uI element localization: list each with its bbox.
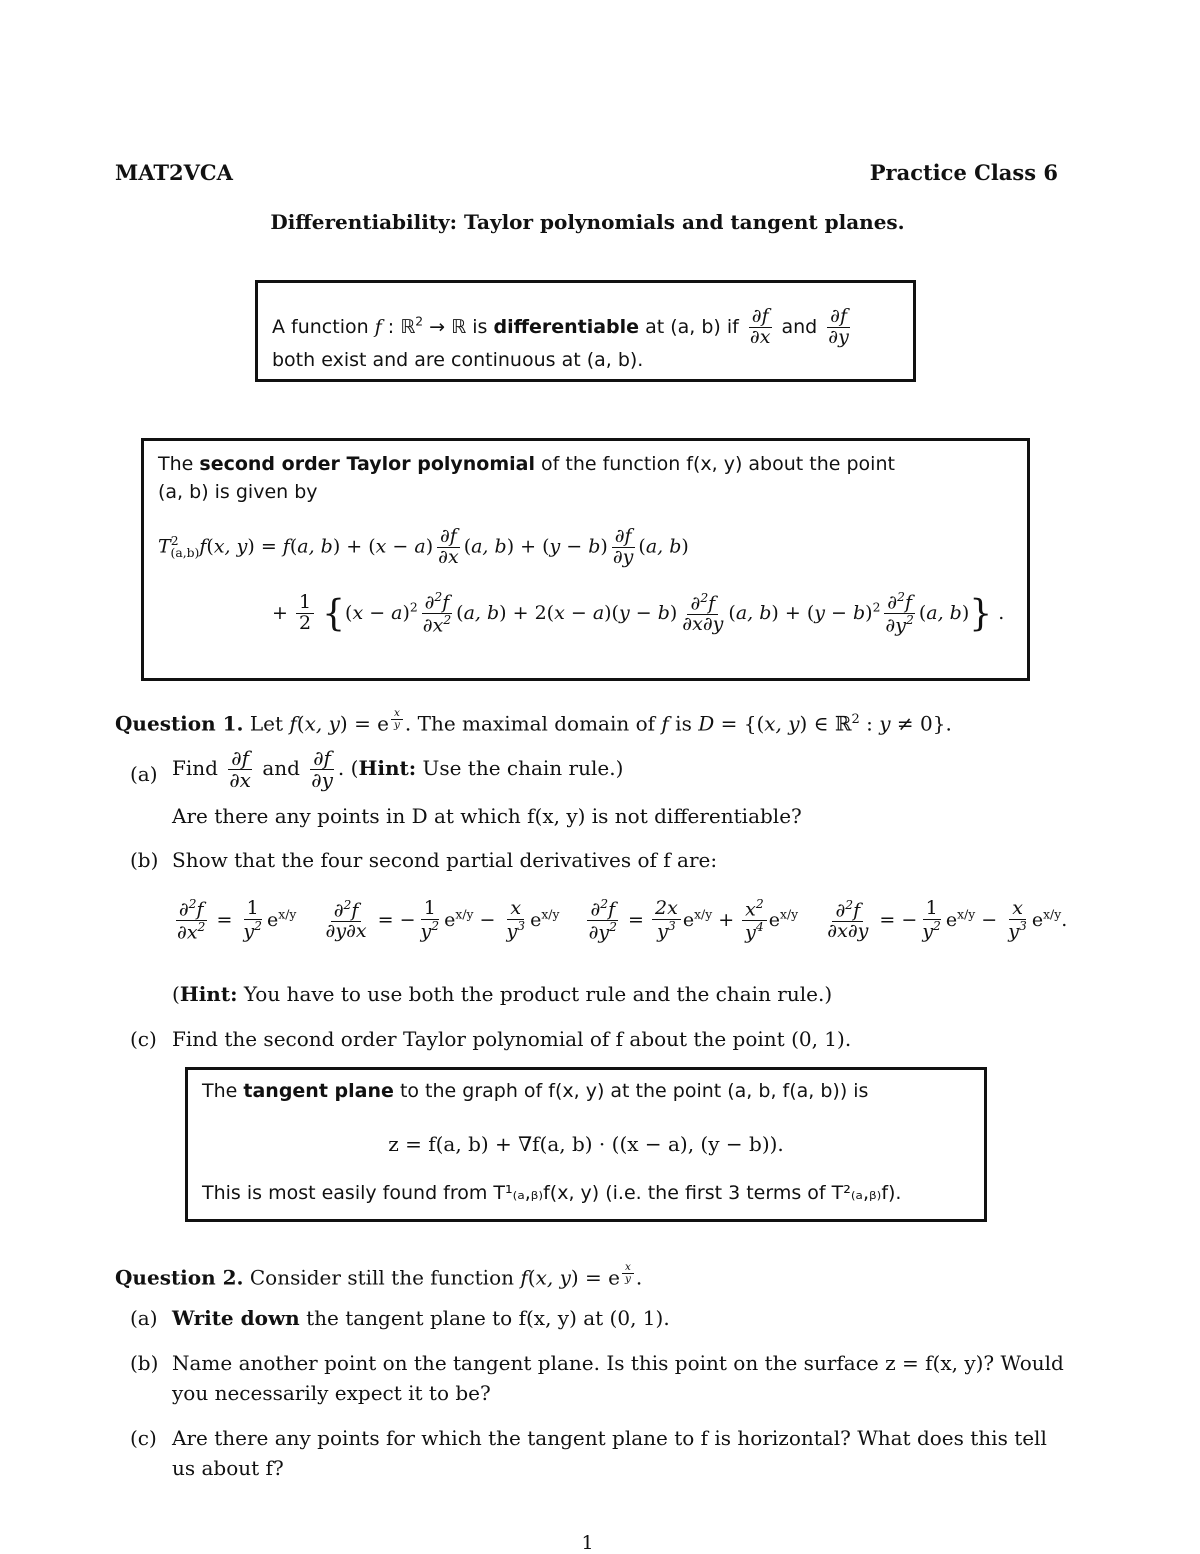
q1-part-b-hint-label: Hint:: [179, 982, 238, 1006]
tangent-line-1: [202, 1080, 868, 1102]
q1-part-a-line-2: Are there any points in D at which f(x, y) is not differentiable?: [172, 804, 802, 828]
taylor-keyword: second order Taylor polynomial: [199, 453, 535, 475]
course-code: MAT2VCA: [115, 160, 233, 185]
tangent-text: to the graph of f(x, y) at the point (a, b, f(a, b)) is: [399, 1080, 869, 1102]
definition-box-taylor: [141, 438, 1030, 681]
definition-text: is: [472, 315, 488, 338]
q1-part-a-text: and: [262, 756, 300, 780]
definition-text: at (a, b) if: [645, 315, 739, 338]
q2-part-c-line-2: us about f?: [172, 1456, 284, 1480]
definition-box-tangent-plane: [185, 1067, 987, 1222]
q1-part-a-hint: Use the chain rule.): [422, 756, 624, 780]
page-number: 1: [581, 1532, 594, 1554]
taylor-text: The: [158, 453, 194, 475]
taylor-text: of the function f(x, y) about the point: [541, 453, 895, 475]
definition-keyword: differentiable: [493, 315, 640, 338]
tangent-line-3: This is most easily found from T¹₍ₐ,ᵦ₎f(x, y) (i.e. the first 3 terms of T²₍ₐ,ᵦ₎f).: [202, 1182, 902, 1204]
taylor-formula-line-2: + $\frac{1}{2}$ {$(x - a)^2$ $\frac{\partial^2f}{\partial x^2}$ (a, b) + 2(x − a)(y − b) $\frac{\partial^2f}{\partial x\partial y}$ (a, $b) + (y - b)^2$ $\frac{\partial^2f}{\partial y^2}$ (a, b)} .: [272, 590, 1005, 637]
definition-line-2: both exist and are continuous at (a, b).: [272, 349, 644, 371]
question-1-statement: Question 1. Let f(x, y) = e $^{\frac{x}{y}}$ . The maximal domain of f is D = {(x, y) ∈ ℝ$^2$ : y ≠ 0}.: [115, 707, 952, 736]
q1-part-b-label: (b): [130, 848, 159, 872]
q1-part-b-hint: You have to use both the product rule and the chain rule.): [243, 982, 833, 1006]
taylor-intro-line-2: (a, b) is given by: [158, 481, 318, 503]
class-title: Practice Class 6: [869, 160, 1058, 185]
definition-box-differentiable: [255, 280, 916, 382]
taylor-intro-line-1: [158, 453, 895, 475]
page-subtitle: Differentiability: Taylor polynomials and tangent planes.: [270, 210, 905, 234]
q1-part-a-label: (a): [130, 762, 158, 786]
q1-part-c-text: Find the second order Taylor polynomial of f about the point (0, 1).: [172, 1027, 852, 1051]
tangent-text: The: [202, 1080, 238, 1102]
tangent-keyword: tangent plane: [243, 1080, 394, 1102]
q1-part-b-text: Show that the four second partial derivatives of f are:: [172, 848, 718, 872]
question-1-title: Question 1.: [115, 711, 244, 736]
definition-line-1: A function f : ℝ$^2$ → ℝ is differentiable at (a, b) if $\frac{\partial f}{\partial x}$ and $\frac{\partial f}{\partial y}$: [272, 305, 849, 348]
q1-part-a-text: Find: [172, 756, 218, 780]
q2-part-b-line-1: Name another point on the tangent plane. Is this point on the surface z = f(x, y)? Would: [172, 1351, 1064, 1375]
q1-second-derivatives: $\frac{\partial^2f}{\partial x^2}$ = $\frac{1}{y^2}$ $e^{x/y}$ $\frac{\partial^2f}{\partial y\partial x}$ = − $\frac{1}{y^2}$ $e^{x/y}$ − $\frac{x}{y^3}$ $e^{x/y}$ $\frac{\partial^2f}{\partial y^2}$ = $\frac{2x}{y^3}$ $e^{x/y}$ + $\frac{x^2}{y^4}$ $e^{x/y}$ $\frac{\partial^2f}{\partial x\partial y}$ = − $\frac{1}{y^2}$ $e^{x/y}$ − $\frac{x}{y^3}$ $e^{x/y}$.: [177, 897, 1068, 944]
definition-text: and: [781, 315, 818, 338]
q2-part-c-label: (c): [130, 1426, 157, 1450]
q1-part-c-label: (c): [130, 1027, 157, 1051]
q2-part-a-keyword: Write down: [172, 1306, 300, 1330]
question-2-title: Question 2.: [115, 1265, 244, 1290]
q2-part-a-line: [172, 1306, 670, 1330]
question-2-statement: Question 2. Consider still the function f(x, y) = e $^{\frac{x}{y}}$ .: [115, 1261, 643, 1290]
q1-part-a-line-1: Find $\frac{\partial f}{\partial x}$ and $\frac{\partial f}{\partial y}$ . (Hint: Use the chain rule.): [172, 746, 624, 792]
q1-part-b-hint-line: (Hint: You have to use both the product rule and the chain rule.): [172, 982, 833, 1006]
q1-part-a-hint-label: Hint:: [358, 756, 417, 780]
taylor-formula-line-1: $T^2_{(a,b)}f(x$, y) = f(a, b) + (x − a) $\frac{\partial f}{\partial x}$ (a, b) + (y − b) $\frac{\partial f}{\partial y}$ (a, b): [158, 525, 689, 568]
q2-part-a-label: (a): [130, 1306, 158, 1330]
q2-part-b-line-2: you necessarily expect it to be?: [172, 1381, 491, 1405]
tangent-equation: z = f(a, b) + ∇f(a, b) · ((x − a), (y − b)).: [388, 1132, 784, 1156]
q2-part-b-label: (b): [130, 1351, 159, 1375]
q2-part-a-text: the tangent plane to f(x, y) at (0, 1).: [306, 1306, 670, 1330]
q2-part-c-line-1: Are there any points for which the tangent plane to f is horizontal? What does this tell: [172, 1426, 1047, 1450]
definition-text: A function: [272, 315, 369, 338]
